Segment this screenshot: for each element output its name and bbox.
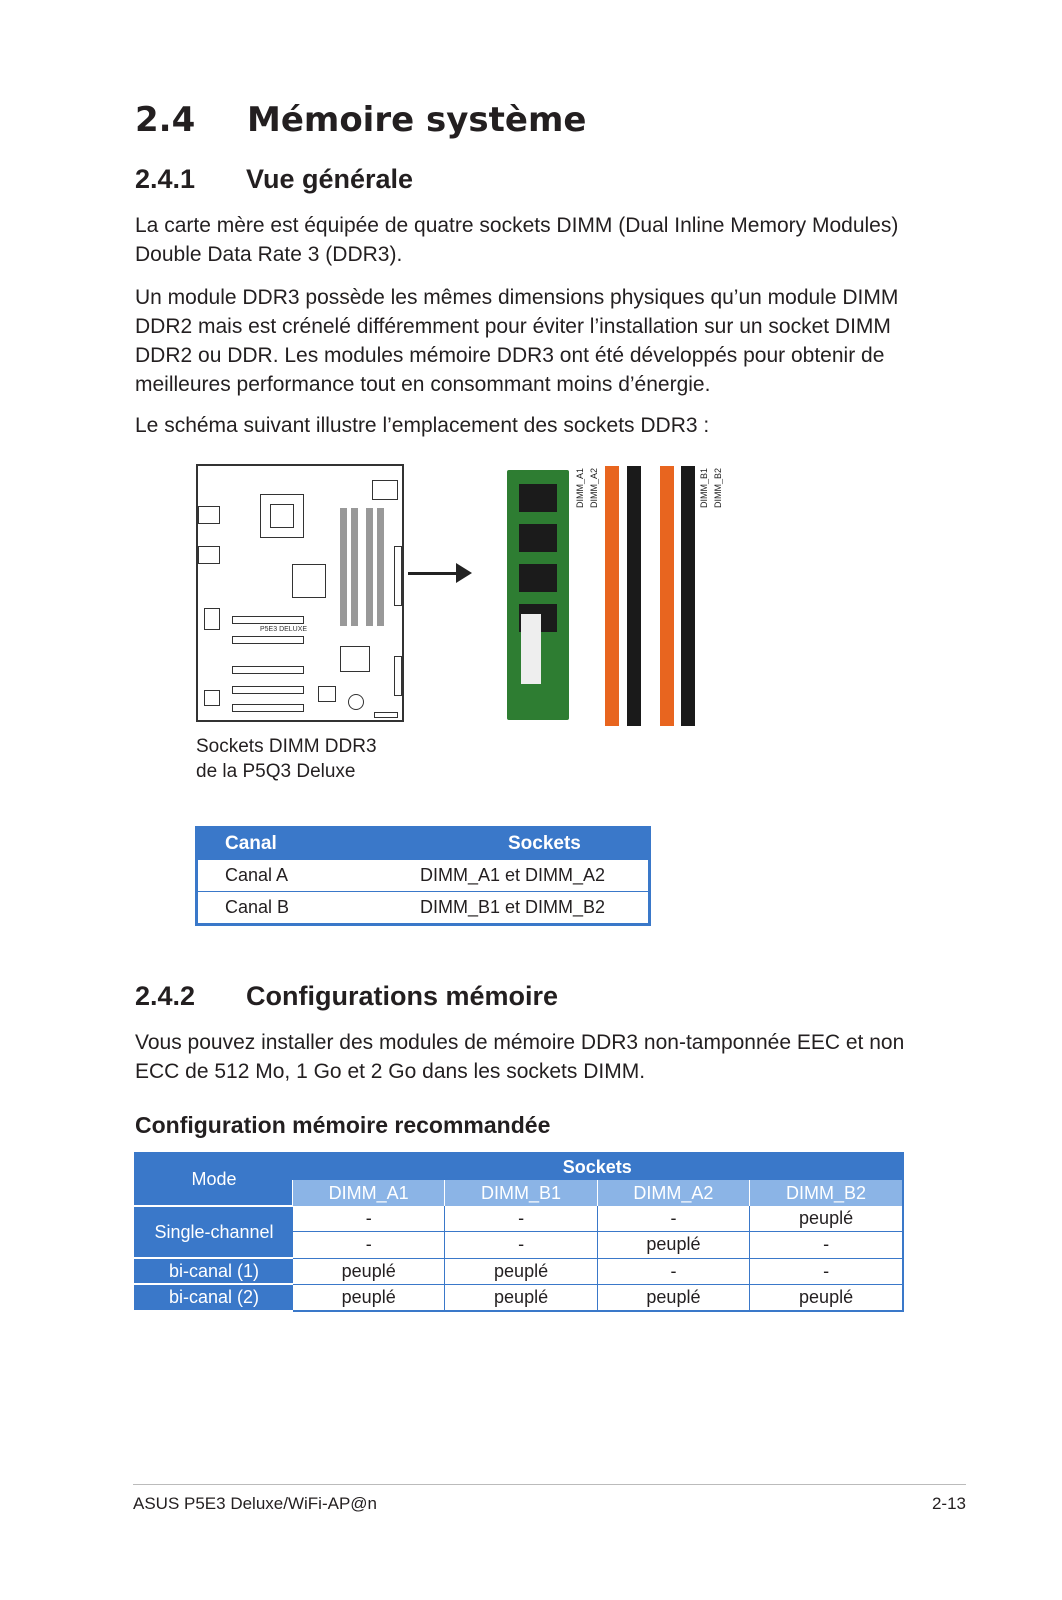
memory-chip bbox=[519, 564, 557, 592]
table-cell-mode: bi-canal (2) bbox=[135, 1284, 293, 1311]
southbridge-chip bbox=[340, 646, 370, 672]
table-cell: peuplé bbox=[597, 1284, 749, 1311]
table-header-row bbox=[197, 828, 650, 860]
table-header: Sockets bbox=[390, 828, 650, 860]
table-header-row bbox=[135, 1153, 903, 1180]
table-row bbox=[135, 1206, 903, 1232]
battery bbox=[348, 694, 364, 710]
board-label: P5E3 DELUXE bbox=[260, 626, 308, 633]
table-cell: peuplé bbox=[293, 1258, 445, 1284]
sata-connector bbox=[394, 656, 402, 696]
board-component bbox=[204, 690, 220, 706]
memory-chip bbox=[519, 484, 557, 512]
io-port bbox=[198, 546, 220, 564]
paragraph-ddr3: Un module DDR3 possède les mêmes dimensions physiques qu’un module DIMM DDR2 mais est crénelé différemment pour éviter l’installation sur un socket DIMM DDR2 ou DDR. Les modules mémoire DDR3 ont été développés pour obtenir de meilleures performance tout en consommant moins d’énergie. bbox=[135, 286, 899, 396]
arrow-head bbox=[456, 563, 472, 583]
paragraph-intro: La carte mère est équipée de quatre sockets DIMM (Dual Inline Memory Modules) Double Data Rate 3 (DDR3). bbox=[135, 214, 899, 266]
power-connector bbox=[394, 546, 402, 606]
motherboard-diagram bbox=[196, 464, 404, 722]
northbridge-chip bbox=[292, 564, 326, 598]
table-cell: - bbox=[597, 1206, 749, 1232]
table-subheader: DIMM_B2 bbox=[750, 1180, 903, 1206]
caption-line: de la P5Q3 Deluxe bbox=[196, 761, 356, 782]
footer-product: ASUS P5E3 Deluxe/WiFi-AP@n bbox=[133, 1494, 378, 1513]
slot-label-b1: DIMM_B1 bbox=[699, 468, 709, 509]
ddr3-module-image bbox=[507, 470, 569, 720]
table-cell: peuplé bbox=[293, 1284, 445, 1311]
caption-line: Sockets DIMM DDR3 bbox=[196, 736, 377, 757]
dimm-slot-mini bbox=[366, 508, 373, 626]
table-cell: - bbox=[293, 1232, 445, 1258]
channel-table bbox=[195, 826, 651, 926]
dimm-socket-b1 bbox=[660, 466, 674, 726]
dimm-slot-mini bbox=[340, 508, 347, 626]
paragraph-configurations: Vous pouvez installer des modules de mémoire DDR3 non-tamponnée EEC et non ECC de 512 Mo, 1 Go et 2 Go dans les sockets DIMM. bbox=[135, 1031, 905, 1083]
footer-divider bbox=[133, 1484, 966, 1485]
table-cell: - bbox=[445, 1206, 597, 1232]
table-subheader: DIMM_A2 bbox=[597, 1180, 749, 1206]
table-cell: - bbox=[293, 1206, 445, 1232]
pcie-slot bbox=[232, 616, 304, 624]
pcie-slot bbox=[232, 636, 304, 644]
subsection-title-configurations: 2.4.2 Configurations mémoire bbox=[135, 981, 559, 1011]
arrow-line bbox=[408, 572, 458, 575]
table-cell: - bbox=[750, 1258, 903, 1284]
dimm-socket-b2 bbox=[681, 466, 695, 726]
dimm-slot-mini bbox=[351, 508, 358, 626]
board-component bbox=[204, 608, 220, 630]
footer-page-number: 2-13 bbox=[931, 1494, 966, 1513]
pci-slot bbox=[232, 704, 304, 712]
pcie-slot bbox=[232, 666, 304, 674]
module-label-sticker bbox=[521, 614, 541, 684]
table-cell-mode: Single-channel bbox=[135, 1206, 293, 1258]
table-cell: - bbox=[597, 1258, 749, 1284]
table-cell-mode: bi-canal (1) bbox=[135, 1258, 293, 1284]
dimm-socket-a2 bbox=[627, 466, 641, 726]
board-connector bbox=[372, 480, 398, 500]
slot-label-b2: DIMM_B2 bbox=[713, 468, 723, 509]
table-row bbox=[197, 892, 650, 925]
pcie-slot bbox=[232, 686, 304, 694]
board-component bbox=[318, 686, 336, 702]
config-table bbox=[134, 1152, 904, 1312]
slot-label-a1: DIMM_A1 bbox=[575, 468, 585, 509]
slot-label-a2: DIMM_A2 bbox=[589, 468, 599, 509]
table-row bbox=[135, 1284, 903, 1311]
table-cell: peuplé bbox=[445, 1284, 597, 1311]
table-cell: - bbox=[750, 1232, 903, 1258]
table-cell: Canal A bbox=[197, 860, 391, 892]
paragraph-diagram-intro: Le schéma suivant illustre l’emplacement des sockets DDR3 : bbox=[135, 414, 710, 437]
table-cell: DIMM_B1 et DIMM_B2 bbox=[390, 892, 650, 925]
table-cell: peuplé bbox=[597, 1232, 749, 1258]
table-cell: peuplé bbox=[750, 1284, 903, 1311]
table-cell: peuplé bbox=[750, 1206, 903, 1232]
recommended-config-title: Configuration mémoire recommandée bbox=[135, 1112, 551, 1138]
table-row bbox=[135, 1258, 903, 1284]
section-title: 2.4 Mémoire système bbox=[135, 100, 587, 140]
table-cell: - bbox=[445, 1232, 597, 1258]
subsection-title-overview: 2.4.1 Vue générale bbox=[135, 164, 414, 194]
dimm-slot-mini bbox=[377, 508, 384, 626]
diagram-caption bbox=[196, 734, 456, 784]
table-header: Canal bbox=[197, 828, 391, 860]
table-subheader: DIMM_A1 bbox=[293, 1180, 445, 1206]
table-subheader: DIMM_B1 bbox=[445, 1180, 597, 1206]
board-connector bbox=[374, 712, 398, 718]
dimm-socket-a1 bbox=[605, 466, 619, 726]
table-cell: peuplé bbox=[445, 1258, 597, 1284]
table-header-sockets: Sockets bbox=[293, 1153, 904, 1180]
memory-chip bbox=[519, 524, 557, 552]
cpu-socket-inner bbox=[270, 504, 294, 528]
table-header-mode: Mode bbox=[135, 1153, 293, 1206]
table-cell: Canal B bbox=[197, 892, 391, 925]
table-cell: DIMM_A1 et DIMM_A2 bbox=[390, 860, 650, 892]
table-row bbox=[197, 860, 650, 892]
io-port bbox=[198, 506, 220, 524]
